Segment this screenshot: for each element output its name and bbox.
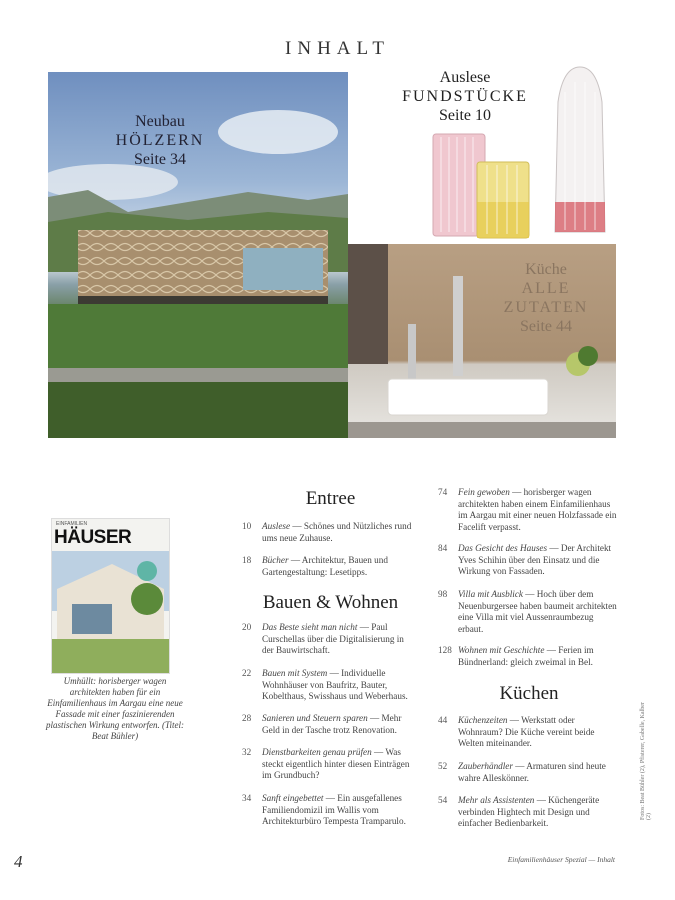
toc-title: Sanieren und Steuern sparen [262, 713, 368, 723]
toc-entry[interactable] [242, 793, 417, 829]
feature-glass-page: Seite 10 [439, 107, 491, 124]
toc-title: Auslese [262, 521, 291, 531]
cover-illustration [52, 519, 169, 673]
toc-page: 98 [438, 589, 448, 599]
footer-running-title: Einfamilienhäuser Spezial — Inhalt [507, 855, 615, 864]
toc-title: Zauberhändler [458, 761, 513, 771]
toc-text: — horisberger wagen architekten haben einem Einfamilienhaus im Aargau mit einer neuen Holzfassade ein Facelift verpasst. [458, 487, 617, 532]
toc-page: 28 [242, 713, 252, 723]
toc-title: Bauen mit System [262, 668, 328, 678]
page-number: 4 [14, 852, 23, 871]
toc-text: — Was steckt eigentlich hinter diesen Einträgen im Grundbuch? [262, 747, 410, 780]
toc-text: — Küchengeräte verbinden Hightech mit Design und einfacher Bedienbarkeit. [458, 795, 600, 828]
toc-text: — Armaturen sind heute wahre Alleskönner. [458, 761, 606, 783]
section-bauen-wohnen: Bauen & Wohnen [262, 592, 399, 613]
toc-page: 18 [242, 555, 252, 565]
feature-glass-kicker: Auslese [439, 69, 491, 86]
toc-title: Mehr als Assistenten [458, 795, 535, 805]
toc-title: Küchenzeiten [458, 715, 508, 725]
toc-text: — Ein ausgefallenes Familiendomizil im Wallis vom Architekturbüro Tempesta Tramparulo. [262, 793, 406, 826]
toc-entry[interactable] [242, 555, 412, 579]
toc-entry[interactable] [438, 543, 618, 579]
feature-glass-caption[interactable] [390, 68, 540, 125]
cover-masthead: HÄUSER [54, 527, 132, 548]
toc-text: — Paul Curschellas über die Digitalisierung in der Bauwirtschaft. [262, 622, 404, 655]
toc-text: — Werkstatt oder Wohnraum? Die Küche vereint beide Welten miteinander. [458, 715, 595, 748]
toc-entry[interactable] [242, 747, 414, 783]
toc-title: Dienstbarkeiten genau prüfen [262, 747, 372, 757]
toc-text: — Der Architekt Yves Schihin über den Einsatz und die Wirkung von Fassaden. [458, 543, 612, 576]
toc-title: Das Beste sieht man nicht [262, 622, 358, 632]
toc-text: — Ferien im Bündnerland: gleich zweimal in Bel. [458, 645, 594, 667]
toc-entry[interactable] [242, 668, 414, 704]
feature-house-kicker: Neubau [135, 113, 185, 130]
toc-entry[interactable] [438, 645, 618, 669]
feature-glass-title: FUNDSTÜCKE [402, 88, 528, 105]
toc-title: Fein gewoben [458, 487, 510, 497]
toc-page: 84 [438, 543, 448, 553]
toc-page: 74 [438, 487, 448, 497]
toc-title: Villa mit Ausblick [458, 589, 523, 599]
toc-entry[interactable] [438, 795, 618, 831]
toc-text: — Individuelle Wohnhäuser von Baufritz, Bauter, Kobelthaus, Swisshaus und Weberhaus. [262, 668, 408, 701]
toc-entry[interactable] [438, 761, 618, 785]
feature-kitchen-caption[interactable] [490, 260, 602, 336]
feature-kitchen-title-1: ALLE [521, 280, 571, 297]
toc-page: 52 [438, 761, 448, 771]
toc-text: — Mehr Geld in der Tasche trotz Renovation. [262, 713, 402, 735]
toc-title: Bücher [262, 555, 289, 565]
toc-page: 32 [242, 747, 252, 757]
toc-page: 54 [438, 795, 448, 805]
toc-title: Sanft eingebettet [262, 793, 324, 803]
section-kuechen: Küchen [499, 683, 559, 704]
toc-page: 10 [242, 521, 252, 531]
page-title: INHALT [285, 38, 390, 59]
feature-house-title: HÖLZERN [115, 132, 205, 149]
toc-page: 34 [242, 793, 252, 803]
cover-masthead-small: EINFAMILIEN [56, 521, 88, 527]
magazine-cover-image[interactable] [51, 518, 170, 674]
toc-title: Das Gesicht des Hauses [458, 543, 548, 553]
toc-text: — Schönes und Nützliches rund ums neue Zuhause. [262, 521, 412, 543]
feature-kitchen-kicker: Küche [525, 261, 567, 278]
photo-credit: Fotos: Beat Bühler (2), Pfisterer, Gabelle, Kalber (2) [640, 702, 652, 820]
toc-text: — Architektur, Bauen und Gartengestaltung: Lesetipps. [262, 555, 388, 577]
feature-kitchen-page: Seite 44 [520, 318, 572, 335]
toc-page: 22 [242, 668, 252, 678]
section-entree: Entree [305, 488, 356, 509]
toc-page: 44 [438, 715, 448, 725]
toc-text: — Hoch über dem Neuenburgersee haben baumeit architekten eine Villa mit viel Aussenraumbezug erbaut. [458, 589, 617, 634]
toc-entry[interactable] [438, 589, 618, 637]
toc-page: 128 [438, 645, 452, 655]
toc-title: Wohnen mit Geschichte [458, 645, 545, 655]
cover-caption: Umhüllt: horisberger wagen architekten haben für ein Einfamilienhaus im Aargau eine neue Fassade mit einer faszinierenden plastischen Wirkung entworfen. (Titel: Beat Bühler) [46, 676, 184, 741]
toc-entry[interactable] [242, 713, 414, 737]
feature-kitchen-title-2: ZUTATEN [503, 299, 589, 316]
feature-house-page: Seite 34 [134, 151, 186, 168]
toc-entry[interactable] [438, 715, 618, 751]
toc-entry[interactable] [438, 487, 618, 535]
toc-entry[interactable] [242, 521, 412, 545]
toc-entry[interactable] [242, 622, 414, 658]
toc-page: 20 [242, 622, 252, 632]
feature-house-caption[interactable] [90, 112, 230, 169]
